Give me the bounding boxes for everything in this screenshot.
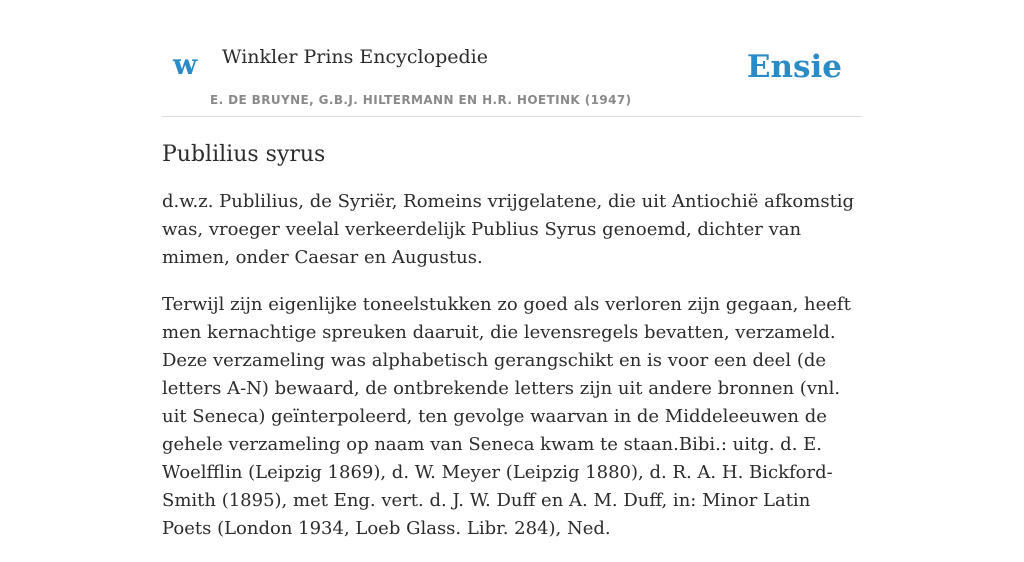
winkler-prins-logo[interactable]: w (173, 48, 198, 81)
article (162, 140, 862, 562)
article-title: Publilius syrus (162, 142, 326, 167)
article-paragraph: d.w.z. Publilius, de Syriër, Romeins vrijgelatene, die uit Antiochië afkomstig was, vroeger veelal verkeerdelijk Publius Syrus genoemd, dichter van mimen, onder Caesar en Augustus. (162, 191, 855, 268)
source-header (162, 38, 862, 117)
article-paragraph: Terwijl zijn eigenlijke toneelstukken zo goed als verloren zijn gegaan, heeft men kernachtige spreuken daaruit, die levensregels bevatten, verzameld. Deze verzameling was alphabetisch gerangschikt en is voor een deel (de letters A-N) bewaard, de ontbrekende letters zijn uit andere bronnen (vnl. uit Seneca) geïnterpoleerd, ten gevolge waarvan in de Middeleeuwen de gehele verzameling op naam van Seneca kwam te staan.Bibi.: uitg. d. E. Woelfflin (Leipzig 1869), d. W. Meyer (Leipzig 1880), d. R. A. H. Bickford-Smith (1895), met Eng. vert. d. J. W. Duff en A. M. Duff, in: Minor Latin Poets (London 1934, Loeb Glass. Libr. 284), Ned. (162, 294, 851, 539)
source-title[interactable]: Winkler Prins Encyclopedie (222, 46, 488, 68)
ensie-logo[interactable]: Ensie (746, 49, 842, 85)
source-authors: E. DE BRUYNE, G.B.J. HILTERMANN EN H.R. HOETINK (1947) (210, 93, 632, 107)
